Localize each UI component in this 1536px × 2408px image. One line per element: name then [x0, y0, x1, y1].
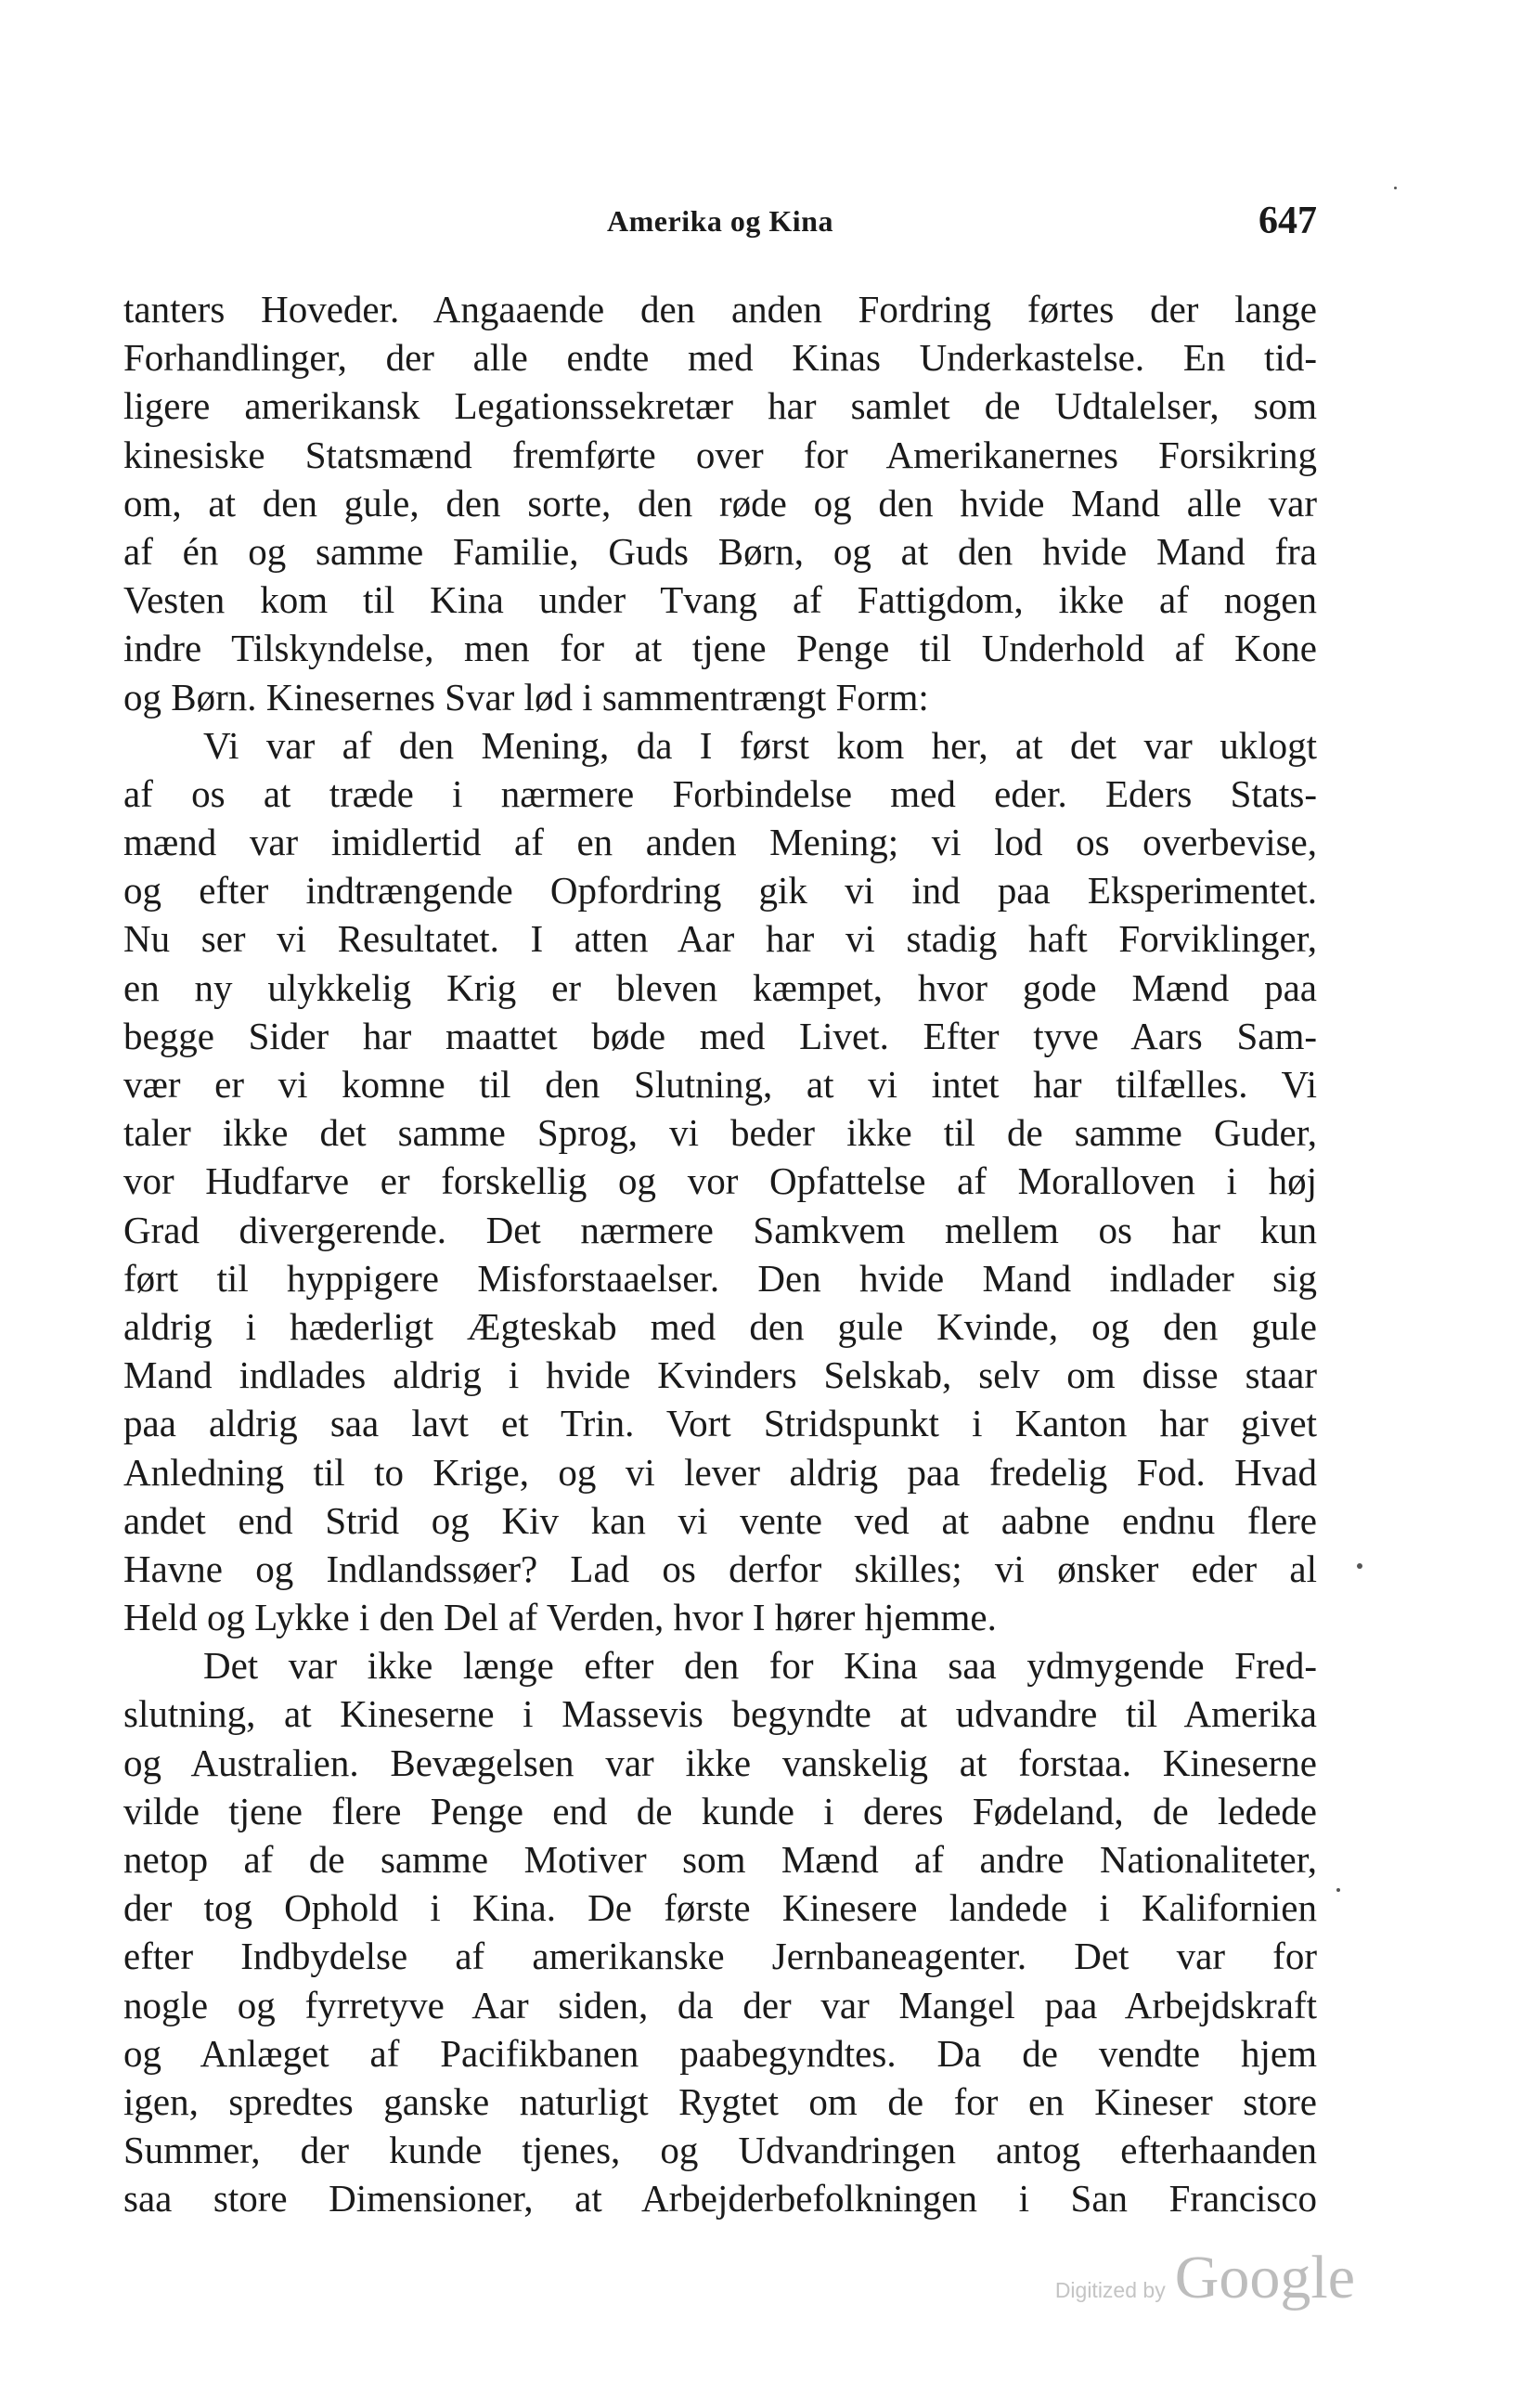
- text-line: af én og samme Familie, Guds Børn, og at den hvide Mand fra: [123, 529, 1317, 573]
- text-line: og Australien. Bevægelsen var ikke vanskelig at forstaa. Kineserne: [123, 1741, 1317, 1784]
- page-number: 647: [1258, 200, 1317, 242]
- scan-speck: [1394, 187, 1397, 189]
- text-line: indre Tilskyndelse, men for at tjene Penge til Underhold af Kone: [123, 627, 1317, 670]
- text-line: tanters Hoveder. Angaaende den anden Fordring førtes der lange: [123, 288, 1317, 330]
- text-line: ført til hyppigere Misforstaaelser. Den hvide Mand indlader sig: [123, 1256, 1317, 1300]
- text-line: Nu ser vi Resultatet. I atten Aar har vi stadig haft Forviklinger,: [123, 917, 1317, 961]
- running-head: [123, 199, 1317, 245]
- watermark-prefix: Digitized by: [1054, 2278, 1166, 2302]
- text-line: Havne og Indlandssøer? Lad os derfor skilles; vi ønsker eder al: [123, 1547, 1317, 1590]
- scan-speck: [1357, 1563, 1362, 1569]
- text-line: taler ikke det samme Sprog, vi beder ikke til de samme Guder,: [123, 1111, 1317, 1155]
- text-line: paa aldrig saa lavt et Trin. Vort Stridspunkt i Kanton har givet: [123, 1402, 1317, 1445]
- text-line: igen, spredtes ganske naturligt Rygtet om de for en Kineser store: [123, 2079, 1317, 2123]
- text-line: af os at træde i nærmere Forbindelse med eder. Eders Stats-: [123, 771, 1317, 815]
- text-line: Vi var af den Mening, da I først kom her, at det var uklogt: [203, 723, 1317, 767]
- text-line: nogle og fyrretyve Aar siden, da der var Mangel paa Arbejdskraft: [123, 1983, 1317, 2026]
- text-line: Vesten kom til Kina under Tvang af Fattigdom, ikke af nogen: [123, 578, 1317, 622]
- text-line: aldrig i hæderligt Ægteskab med den gule Kvinde, og den gule: [123, 1304, 1317, 1348]
- text-line: Anledning til to Krige, og vi lever aldrig paa fredelig Fod. Hvad: [123, 1450, 1317, 1494]
- digitized-watermark: [1055, 2243, 1355, 2313]
- text-line: Det var ikke længe efter den for Kina saa ydmygende Fred-: [203, 1644, 1317, 1688]
- text-line: Mand indlades aldrig i hvide Kvinders Selskab, selv om disse staar: [123, 1353, 1317, 1397]
- text-line: der tog Ophold i Kina. De første Kinesere landede i Kalifornien: [123, 1886, 1317, 1930]
- text-line: vor Hudfarve er forskellig og vor Opfattelse af Moralloven i høj: [123, 1159, 1317, 1203]
- text-line: efter Indbydelse af amerikanske Jernbaneagenter. Det var for: [123, 1935, 1317, 1978]
- text-line: slutning, at Kineserne i Massevis begyndte at udvandre til Amerika: [123, 1692, 1317, 1736]
- text-line: og Børn. Kinesernes Svar lød i sammentrængt Form:: [123, 675, 929, 719]
- text-line: begge Sider har maattet bøde med Livet. Efter tyve Aars Sam-: [123, 1014, 1317, 1057]
- text-line: netop af de samme Motiver som Mænd af andre Nationaliteter,: [123, 1838, 1317, 1881]
- text-line: og efter indtrængende Opfordring gik vi ind paa Eksperimentet.: [123, 869, 1317, 913]
- text-line: ligere amerikansk Legationssekretær har samlet de Udtalelser, som: [123, 384, 1317, 428]
- text-line: om, at den gule, den sorte, den røde og den hvide Mand alle var: [123, 481, 1317, 524]
- text-line: Forhandlinger, der alle endte med Kinas Underkastelse. En tid-: [123, 336, 1317, 380]
- running-title: Amerika og Kina: [607, 204, 833, 238]
- text-line: andet end Strid og Kiv kan vi vente ved at aabne endnu flere: [123, 1498, 1317, 1542]
- text-line: Grad divergerende. Det nærmere Samkvem mellem os har kun: [123, 1208, 1317, 1251]
- text-line: kinesiske Statsmænd fremførte over for Amerikanernes Forsikring: [123, 433, 1317, 476]
- text-line: vilde tjene flere Penge end de kunde i deres Fødeland, de ledede: [123, 1789, 1317, 1832]
- google-logo: Google: [1174, 2244, 1355, 2311]
- text-line: og Anlæget af Pacifikbanen paabegyndtes. Da de vendte hjem: [123, 2031, 1317, 2075]
- text-line: saa store Dimensioner, at Arbejderbefolkningen i San Francisco: [123, 2177, 1317, 2220]
- text-line: en ny ulykkelig Krig er bleven kæmpet, hvor gode Mænd paa: [123, 965, 1317, 1009]
- scan-speck: [1336, 1888, 1340, 1892]
- body-text: [123, 285, 1317, 2223]
- text-line: mænd var imidlertid af en anden Mening; vi lod os overbevise,: [123, 821, 1317, 864]
- text-line: Summer, der kunde tjenes, og Udvandringen antog efterhaanden: [123, 2129, 1317, 2172]
- text-line: vær er vi komne til den Slutning, at vi intet har tilfælles. Vi: [123, 1063, 1317, 1106]
- text-line: Held og Lykke i den Del af Verden, hvor I hører hjemme.: [123, 1596, 997, 1639]
